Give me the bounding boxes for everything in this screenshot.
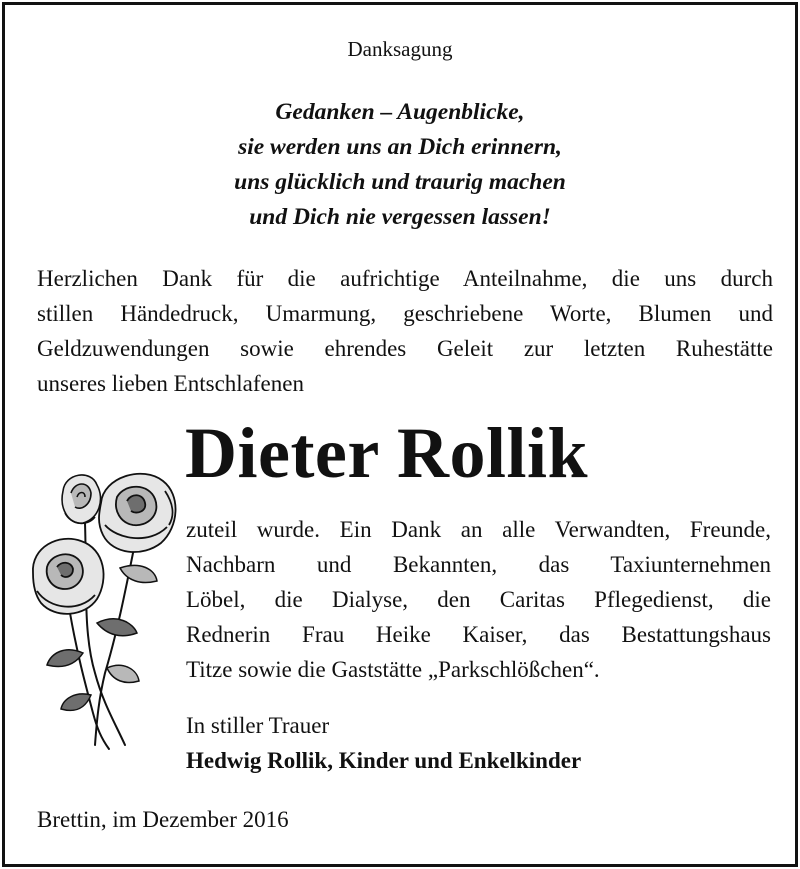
thanks-line: Titze sowie die Gaststätte „Parkschlößchen“.: [186, 657, 600, 682]
poem-line: sie werden uns an Dich erinnern,: [238, 134, 562, 160]
notice-heading: Danksagung: [347, 37, 453, 61]
deceased-name: Dieter Rollik: [185, 413, 589, 493]
thanks-line: Nachbarn und Bekannten, das Taxiunternehmen: [186, 552, 771, 577]
place-date: Brettin, im Dezember 2016: [37, 807, 289, 832]
intro-line: Geldzuwendungen sowie ehrendes Geleit zur letzten Ruhestätte: [37, 336, 773, 361]
intro-line: stillen Händedruck, Umarmung, geschriebene Worte, Blumen und: [37, 301, 773, 326]
poem-line: und Dich nie vergessen lassen!: [249, 204, 551, 230]
roses-icon: [25, 463, 185, 753]
mourners-names: Hedwig Rollik, Kinder und Enkelkinder: [186, 748, 582, 773]
thanks-line: Rednerin Frau Heike Kaiser, das Bestattungshaus: [186, 622, 771, 647]
intro-line: Herzlichen Dank für die aufrichtige Anteilnahme, die uns durch: [37, 266, 773, 291]
poem-line: uns glücklich und traurig machen: [234, 169, 566, 195]
poem-line: Gedanken – Augenblicke,: [275, 99, 525, 125]
mourning-block: [186, 708, 581, 778]
thanks-line: zuteil wurde. Ein Dank an alle Verwandten, Freunde,: [186, 517, 771, 542]
thanks-line: Löbel, die Dialyse, den Caritas Pflegedienst, die: [186, 587, 771, 612]
mourning-label: In stiller Trauer: [186, 713, 330, 738]
obituary-notice: [2, 2, 798, 867]
thanks-paragraph: [186, 512, 771, 687]
intro-line: unseres lieben Entschlafenen: [37, 371, 304, 396]
memorial-poem: [5, 95, 795, 235]
intro-paragraph: [37, 261, 773, 401]
